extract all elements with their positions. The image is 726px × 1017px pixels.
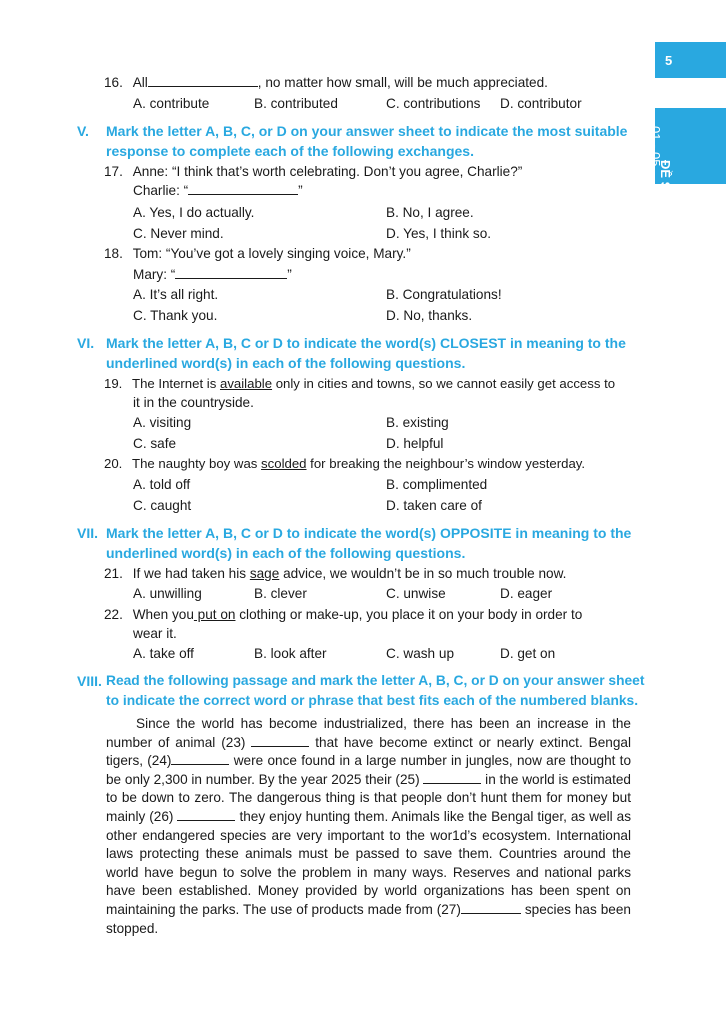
passage-text: species has been stopped. [106,901,631,936]
question-text: All [132,75,148,90]
side-tab-label: ĐỀ SỐ [658,160,673,201]
speaker: Charlie: “ [133,183,189,198]
option-d: D. Yes, I think so. [386,226,492,241]
option-d: D. eager [500,586,553,601]
option-d: D. taken care of [386,498,482,513]
blank-27 [461,901,521,914]
option-a: A. told off [133,477,191,492]
passage-text: in the world is estimated to be down to zero. The dangerous thing is that people don’t hunt them for money but mainly (26) [106,771,631,824]
question-16 [104,74,548,92]
option-a: A. take off [133,646,194,661]
option-c: C. wash up [386,646,455,661]
section-number: VII. [77,525,99,541]
option-c: C. unwise [386,586,446,601]
section-instruction: Mark the letter A, B, C or D to indicate the word(s) CLOSEST in meaning to the [106,335,626,351]
option-b: B. No, I agree. [386,205,474,220]
blank-23 [251,734,309,747]
question-text: Anne: “I think that’s worth celebrating. Don’t you agree, Charlie?” [132,164,523,179]
question-text: clothing or make-up, you place it on your body in order to [235,607,583,622]
reply-line: Charlie: “ ” [133,183,303,198]
question-number: 19. [104,376,123,391]
question-text: , no matter how small, will be much appreciated. [257,75,548,90]
option-b: B. Congratulations! [386,287,502,302]
reading-passage [106,715,631,938]
question-number: 16. [104,75,123,90]
blank-24 [171,752,229,765]
answer-blank [148,74,258,87]
question-text: advice, we wouldn’t be in so much trouble now. [279,566,567,581]
question-20 [104,455,585,473]
question-19 [104,375,615,393]
option-d: D. contributor [500,96,582,111]
option-a: A. Yes, I do actually. [133,205,255,220]
section-instruction: Mark the letter A, B, C or D to indicate the word(s) OPPOSITE in meaning to the [106,525,632,541]
question-number: 20. [104,456,123,471]
option-a: A. unwilling [133,586,202,601]
question-text: for breaking the neighbour’s window yesterday. [306,456,586,471]
option-d: D. helpful [386,436,444,451]
underlined-word: sage [249,566,280,581]
section-instruction: response to complete each of the following exchanges. [106,143,474,159]
section-side-tab [648,108,726,201]
side-tab-range: 01 - 05 [648,126,663,167]
section-viii-heading [77,671,645,711]
question-22 [104,606,582,624]
option-c: C. Never mind. [133,226,224,241]
section-instruction: Mark the letter A, B, C, or D on your answer sheet to indicate the most suitable [106,123,628,139]
underlined-word: put on [193,607,236,622]
option-a: A. It’s all right. [133,287,219,302]
question-18 [104,245,411,263]
passage-text: Since the world has become industrialized, there has been an increase in the number of animal (23) [106,716,631,750]
reply-line: Mary: “ ” [133,267,292,282]
page-number: 5 [665,53,673,68]
question-text: The Internet is [132,376,220,391]
section-instruction: Read the following passage and mark the letter A, B, C, or D on your answer sheet [106,673,645,688]
underlined-word: scolded [261,456,307,471]
speaker: Mary: “ [133,267,176,282]
option-b: B. existing [386,415,449,430]
question-text-cont: it in the countryside. [133,395,254,410]
option-d: D. get on [500,646,556,661]
option-a: A. contribute [133,96,210,111]
question-text: If we had taken his [132,566,250,581]
section-number: VI. [77,335,95,351]
section-v-heading [77,121,637,161]
option-c: C. caught [133,498,192,513]
passage-text: were once found in a large number in jungles, now are thought to be only 2,300 in number. By the year 2025 their (25) [106,753,632,787]
answer-blank [188,182,298,195]
option-c: C. contributions [386,96,481,111]
question-text: When you [132,607,194,622]
blank-25 [423,771,481,784]
page-number-tab [655,42,726,78]
question-text: only in cities and towns, so we cannot easily get access to [272,376,616,391]
section-vi-heading [77,333,637,373]
option-b: B. clever [254,586,307,601]
section-instruction: to indicate the correct word or phrase that best fits each of the numbered blanks. [106,693,639,708]
option-c: C. Thank you. [133,308,218,323]
option-b: B. look after [254,646,327,661]
question-text: The naughty boy was [132,456,262,471]
option-d: D. No, thanks. [386,308,473,323]
question-text-cont: wear it. [133,626,177,641]
section-number: VIII. [77,673,102,689]
section-instruction: underlined word(s) in each of the following questions. [106,545,466,561]
passage-text: that have become extinct or nearly extinct. Bengal tigers, (24) [106,734,631,769]
section-vii-heading [77,523,637,563]
option-a: A. visiting [133,415,192,430]
question-number: 17. [104,164,123,179]
section-instruction: underlined word(s) in each of the following questions. [106,355,466,371]
question-21 [104,565,566,583]
option-b: B. complimented [386,477,488,492]
option-b: B. contributed [254,96,338,111]
question-17 [104,163,522,181]
answer-blank [175,266,287,279]
question-text: Tom: “You’ve got a lovely singing voice, Mary.” [132,246,411,261]
blank-26 [177,808,235,821]
question-number: 22. [104,607,123,622]
question-number: 21. [104,566,123,581]
question-number: 18. [104,246,123,261]
underlined-word: available [219,376,273,391]
section-number: V. [77,123,89,139]
option-c: C. safe [133,436,177,451]
passage-text: they enjoy hunting them. Animals like the Bengal tiger, as well as other endangered species are very important to the wor1d’s ecosystem. International laws protecting these animals must be passed to save them. Countries around the world have begun to solve the problem in many ways. Reserves and national parks have been established. Money provided by world organizations has been spent on maintaining the parks. The use of products made from (27) [106,808,631,917]
